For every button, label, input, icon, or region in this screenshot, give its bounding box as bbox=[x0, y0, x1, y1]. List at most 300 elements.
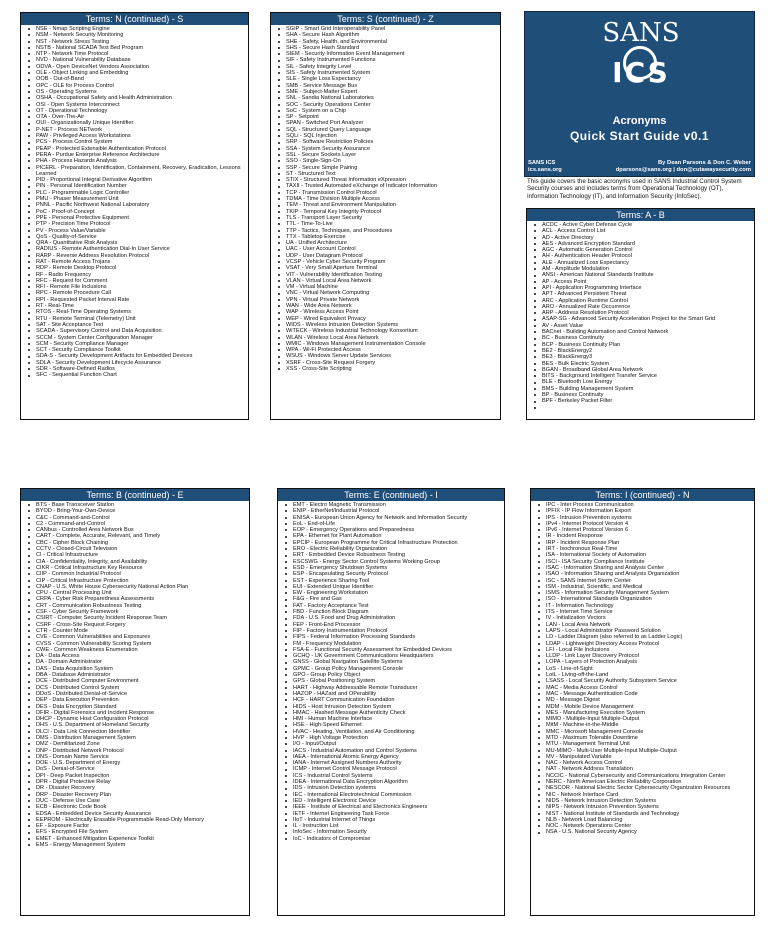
term-list bbox=[278, 501, 504, 842]
term-item: GPMC - Group Policy Management Console bbox=[284, 666, 502, 672]
term-item: PID - Proportional Integral Derivative Algorithm bbox=[27, 177, 246, 183]
term-item: SHE - Safety, Health, and Environmental bbox=[277, 39, 498, 45]
term-item: CTR - Counter Mode bbox=[27, 628, 247, 634]
term-item: CBC - Cipher Block Chaining bbox=[27, 540, 247, 546]
term-item: DHS - U.S. Department of Homeland Security bbox=[27, 722, 247, 728]
term-item: IANA - Internet Assigned Numbers Authority bbox=[284, 760, 502, 766]
term-item: ITS - Internet Time Service bbox=[537, 609, 752, 615]
term-item: AD - Active Directory bbox=[533, 235, 752, 241]
panel-title: Terms: A - B bbox=[527, 209, 754, 221]
term-item: DEP - Data Execution Prevention bbox=[27, 697, 247, 703]
term-item: RPI - Requested Packet Interval Rate bbox=[27, 297, 246, 303]
term-list bbox=[531, 501, 754, 836]
term-item: MTU - Management Terminal Unit bbox=[537, 741, 752, 747]
term-item: BPF - Berkeley Packet Filter bbox=[533, 398, 752, 404]
term-item: DFIR - Digital Forensics and Incident Response bbox=[27, 710, 247, 716]
term-item: ANSI - American National Standards Institute bbox=[533, 272, 752, 278]
term-item: ARC - Application Runtime Control bbox=[533, 298, 752, 304]
term-item: TEM - Threat and Environment Manipulation bbox=[277, 202, 498, 208]
term-item: CIIP - Common Industrial Protocol bbox=[27, 571, 247, 577]
term-item: SDA-S - Security Development Artifacts for Embedded Devices bbox=[27, 353, 246, 359]
panel-title: Terms: B (continued) - E bbox=[21, 489, 249, 501]
term-item: EMS - Energy Management System bbox=[27, 842, 247, 848]
term-list bbox=[271, 25, 500, 372]
term-item: BP - Business Continuity bbox=[533, 392, 752, 398]
term-item: UAC - User Account Control bbox=[277, 246, 498, 252]
term-item: SPAN - Switched Port Analyzer bbox=[277, 120, 498, 126]
term-item: ISO - International Standards Organization bbox=[537, 596, 752, 602]
term-item: DPI - Deep Packet Inspection bbox=[27, 773, 247, 779]
term-item: IPFIX - IP Flow Information Export bbox=[537, 508, 752, 514]
term-item: ARO - Annualized Rate Occurrence bbox=[533, 304, 752, 310]
term-item: TAXII - Trusted Automated eXchange of Indicator Information bbox=[277, 183, 498, 189]
term-item: BE3 - BlackEnergy3 bbox=[533, 354, 752, 360]
term-item: ESCSWG - Energy Sector Control Systems Working Group bbox=[284, 559, 502, 565]
term-item: ESP - Encapsulating Security Protocol bbox=[284, 571, 502, 577]
term-item: HVP - High Voltage Protection bbox=[284, 735, 502, 741]
term-item: HCF - HART Communication Foundation bbox=[284, 697, 502, 703]
term-item: PICERL - Preparation, Identification, Containment, Recovery, Eradication, Lessons Learned bbox=[27, 165, 246, 178]
term-item: ISAC - Information Sharing and Analysis Center bbox=[537, 565, 752, 571]
term-item: CWE - Common Weakness Enumeration bbox=[27, 647, 247, 653]
term-item: PMU - Phaser Measurement Unit bbox=[27, 196, 246, 202]
term-item: EDSA - Embedded Device Security Assurance bbox=[27, 811, 247, 817]
term-item: DoS - Denial-of-Service bbox=[27, 766, 247, 772]
panel-title: Terms: S (continued) - Z bbox=[271, 13, 500, 25]
term-item: FSA-E - Functional Security Assessment for Embedded Devices bbox=[284, 647, 502, 653]
term-item: NCCIC - National Cybersecurity and Communications Integration Center bbox=[537, 773, 752, 779]
term-item: SDLA - Security Development Lifecycle Assurance bbox=[27, 360, 246, 366]
term-item: MAC - Message Authentication Code bbox=[537, 691, 752, 697]
term-item: WSUS - Windows Server Update Services bbox=[277, 353, 498, 359]
term-item: PERA - Purdue Enterprise Reference Architecture bbox=[27, 152, 246, 158]
term-item: DHCP - Dynamic Host Configuration Protocol bbox=[27, 716, 247, 722]
term-item: EUI - Extended Unique Identifier bbox=[284, 584, 502, 590]
term-item: WLAN - Wireless Local Area Network bbox=[277, 335, 498, 341]
term-item: MIMO - Multiple-Input Multiple-Output bbox=[537, 716, 752, 722]
term-item: BYOD - Bring-Your-Own-Device bbox=[27, 508, 247, 514]
term-item: VCSP - Vehicle Cyber Security Program bbox=[277, 259, 498, 265]
term-item: CANbus - Controlled Area Network Bus bbox=[27, 527, 247, 533]
term-item: VSAT - Very Small Aperture Terminal bbox=[277, 265, 498, 271]
footer-right bbox=[616, 160, 751, 174]
term-item: AGC - Automatic Generation Control bbox=[533, 247, 752, 253]
term-item: CSIRT - Computer Security Incident Response Team bbox=[27, 615, 247, 621]
term-item: BGAN - Broadband Global Area Network bbox=[533, 367, 752, 373]
term-item: GPS - Global Positioning System bbox=[284, 678, 502, 684]
intro-text: This guide covers the basic acronyms used in SANS Industrial Control System Security courses and includes terms from Operational Technology (OT), Information Technology (IT), and Information Security (InfoSec). bbox=[527, 178, 742, 200]
term-item: XSS - Cross-Site Scripting bbox=[277, 366, 498, 372]
term-item: VNC - Virtual Network Computing bbox=[277, 290, 498, 296]
term-item: ALE - Annualized Loss Expectancy bbox=[533, 260, 752, 266]
term-item: RARP - Reverse Address Resolution Protocol bbox=[27, 253, 246, 259]
term-item: CVE - Common Vulnerabilities and Exposures bbox=[27, 634, 247, 640]
term-item: AM - Amplitude Modulation bbox=[533, 266, 752, 272]
term-item: MitM - Machine-in-the-Middle bbox=[537, 722, 752, 728]
term-item: HVAC - Heating, Ventilation, and Air Conditioning bbox=[284, 729, 502, 735]
term-item: DAS - Data Acquisition System bbox=[27, 666, 247, 672]
term-item: OT - Operational Technology bbox=[27, 108, 246, 114]
term-item: LAN - Local Area Network bbox=[537, 622, 752, 628]
term-item: ISC - SANS Internet Storm Center bbox=[537, 578, 752, 584]
term-item: PoC - Proof-of-Concept bbox=[27, 209, 246, 215]
term-item: SSA - System Security Assurance bbox=[277, 146, 498, 152]
footer-emails: dparsons@sans.org | don@cutawaysecurity.com bbox=[615, 167, 751, 173]
term-item: IR - Incident Response bbox=[537, 533, 752, 539]
term-item: BLE - Bluetooth Low Energy bbox=[533, 379, 752, 385]
term-item: VM - Virtual Machine bbox=[277, 284, 498, 290]
term-item: NOC - Network Operations Center bbox=[537, 823, 752, 829]
term-item: RT - Real-Time bbox=[27, 303, 246, 309]
term-item: ECB - Electronic Code Book bbox=[27, 804, 247, 810]
term-item: GNSS - Global Navigation Satellite Systems bbox=[284, 659, 502, 665]
term-item: SOC - Security Operations Center bbox=[277, 102, 498, 108]
term-item: IoC - Indicators of Compromise bbox=[284, 836, 502, 842]
term-item: LOPA - Layers of Protection Analysis bbox=[537, 659, 752, 665]
term-item: HART - Highway Addressable Remote Transducer bbox=[284, 685, 502, 691]
term-item: PHA - Process Hazards Analysis bbox=[27, 158, 246, 164]
term-item: RAT - Remote Access Trojans bbox=[27, 259, 246, 265]
term-item: NSA - U.S. National Security Agency bbox=[537, 829, 752, 835]
logo-sans-text: SANS bbox=[602, 18, 680, 48]
term-item: NSE - Nmap Scripting Engine bbox=[27, 26, 246, 32]
term-list bbox=[21, 501, 249, 848]
term-item: NLB - Network Load Balancing bbox=[537, 817, 752, 823]
term-item: TTL - Time-To-Live bbox=[277, 221, 498, 227]
term-item: DNS - Domain Name Service bbox=[27, 754, 247, 760]
term-item: FDA - U.S. Food and Drug Administration bbox=[284, 615, 502, 621]
guide-title: Acronyms bbox=[612, 115, 667, 127]
term-item: SLE - Single Loss Expectancy bbox=[277, 76, 498, 82]
term-item: VLAN - Virtual Local Area Network bbox=[277, 278, 498, 284]
term-item: AP - Access Point bbox=[533, 279, 752, 285]
term-item: NESCOR - National Electric Sector Cybersecurity Organization Resources bbox=[537, 785, 752, 791]
term-item: HMAC - Hashed Message Authenticity Check bbox=[284, 710, 502, 716]
term-item: P-NET - Process NETwork bbox=[27, 127, 246, 133]
term-item: SSP - Secure Simple Pairing bbox=[277, 165, 498, 171]
term-item: IPv6 - Internet Protocol Version 6 bbox=[537, 527, 752, 533]
term-item: RADIUS - Remote Authentication Dial-In User Service bbox=[27, 246, 246, 252]
term-item: IT - Information Technology bbox=[537, 603, 752, 609]
term-item: FEP - Front-End Processor bbox=[284, 622, 502, 628]
term-item: SIF - Safety Instrumented Functions bbox=[277, 57, 498, 63]
term-item: CSRF - Cross-Site Request Forgery bbox=[27, 622, 247, 628]
term-item: SSL - Secure Sockets Layer bbox=[277, 152, 498, 158]
term-item: STIX - Structured Threat Information eXpression bbox=[277, 177, 498, 183]
term-item: DUC - Defense Use Case bbox=[27, 798, 247, 804]
term-item: OSHA - Occupational Safety and Health Administration bbox=[27, 95, 246, 101]
term-list bbox=[21, 25, 248, 379]
term-item: DES - Data Encryption Standard bbox=[27, 704, 247, 710]
term-item: MD - Message Digest bbox=[537, 697, 752, 703]
term-item: MMC - Microsoft Management Console bbox=[537, 729, 752, 735]
term-item: CRT - Communication Robustness Testing bbox=[27, 603, 247, 609]
logo-ics-text: ICS bbox=[612, 56, 670, 89]
term-item: APT - Advanced Persistent Threat bbox=[533, 291, 752, 297]
term-item: SGIP - Smart Grid Interoperability Panel bbox=[277, 26, 498, 32]
term-item: LoS - Line-of-Sight bbox=[537, 666, 752, 672]
guide-subtitle: Quick Start Guide v0.1 bbox=[569, 129, 710, 143]
term-item: InfoSec - Information Security bbox=[284, 829, 502, 835]
term-item: RFI - Remote File Inclusions bbox=[27, 284, 246, 290]
term-item: NIST - National Institute of Standards and Technology bbox=[537, 811, 752, 817]
term-item: EPA - Ethernet for Plant Automation bbox=[284, 533, 502, 539]
term-item: SCM - Security Compliance Manager bbox=[27, 341, 246, 347]
term-item: FAT - Factory Acceptance Test bbox=[284, 603, 502, 609]
term-item: BCP - Business Continuity Plan bbox=[533, 342, 752, 348]
term-item: DOE - U.S. Department of Energy bbox=[27, 760, 247, 766]
term-item: DRP - Disaster Recovery Plan bbox=[27, 792, 247, 798]
panel-title: Terms: N (continued) - S bbox=[21, 13, 248, 25]
term-item: EST - Experience Sharing Tool bbox=[284, 578, 502, 584]
term-item: PNNL - Pacific Northwest National Laboratory bbox=[27, 202, 246, 208]
term-item: HMI - Human Machine Interface bbox=[284, 716, 502, 722]
term-item: NTP - Network Time Protocol bbox=[27, 51, 246, 57]
term-item: QoS - Quality-of-Service bbox=[27, 234, 246, 240]
term-item: BITS - Background Intelligent Transfer Service bbox=[533, 373, 752, 379]
term-item: SRP - Software Restriction Policies bbox=[277, 139, 498, 145]
term-item: WIDS - Wireless Intrusion Detection Systems bbox=[277, 322, 498, 328]
term-item: EoL - End-of-Life bbox=[284, 521, 502, 527]
term-item: EW - Engineering Workstation bbox=[284, 590, 502, 596]
term-item: PCS - Process Control System bbox=[27, 139, 246, 145]
term-item: BMS - Building Management System bbox=[533, 386, 752, 392]
term-item: DMZ - Demilitarized Zone bbox=[27, 741, 247, 747]
term-item: EEPROM - Electrically Erasable Programmable Read-Only Memory bbox=[27, 817, 247, 823]
term-item: SIL - Safety Integrity Level bbox=[277, 64, 498, 70]
term-item: AH - Authentication Header Protocol bbox=[533, 253, 752, 259]
term-item: ISM - Industrial, Scientific, and Medical bbox=[537, 584, 752, 590]
term-item: BES - Bulk Electric System bbox=[533, 361, 752, 367]
term-item: API - Application Programming Interface bbox=[533, 285, 752, 291]
term-item: MDM - Mobile Device Management bbox=[537, 704, 752, 710]
term-item: F&G - Fire and Gas bbox=[284, 596, 502, 602]
term-item: IDS - Intrusion Detection systems bbox=[284, 785, 502, 791]
term-item: IDEA - International Data Encryption Algorithm bbox=[284, 779, 502, 785]
term-item: CVSS - Common Vulnerability Scoring System bbox=[27, 641, 247, 647]
term-item: SFC - Sequential Function Chart bbox=[27, 372, 246, 378]
term-item: OOB - Out-of-Band bbox=[27, 76, 246, 82]
term-item: ISCI - ISA Security Compliance Institute bbox=[537, 559, 752, 565]
term-item: WAN - Wide Area Network bbox=[277, 303, 498, 309]
term-item: PIN - Personal Identification Number bbox=[27, 183, 246, 189]
term-item: IIoT - Industrial Internet of Things bbox=[284, 817, 502, 823]
term-item: DA - Data Access bbox=[27, 653, 247, 659]
panel-terms-n-s bbox=[20, 12, 249, 420]
term-item: HIDS - Host Intrusion Detection System bbox=[284, 704, 502, 710]
term-item: HAZOP - HAZard and OPerability bbox=[284, 691, 502, 697]
term-item: FBD - Function Block Diagram bbox=[284, 609, 502, 615]
term-item: NERC - North American Electric Reliability Corporation bbox=[537, 779, 752, 785]
term-item: PPE - Personal Protective Equipment bbox=[27, 215, 246, 221]
panel-title: Terms: I (continued) - N bbox=[531, 489, 754, 501]
term-item: CNAP - U.S. White House Cybersecurity National Action Plan bbox=[27, 584, 247, 590]
term-item: RFC - Request for Comment bbox=[27, 278, 246, 284]
term-item: PEAP - Protected Extensible Authentication Protocol bbox=[27, 146, 246, 152]
term-item: IAEA - International Atomic Energy Agency bbox=[284, 754, 502, 760]
term-item: SCADA - Supervisory Control and Data Acquisition bbox=[27, 328, 246, 334]
term-item: ESD - Emergency Shutdown Systems bbox=[284, 565, 502, 571]
term-item: PAW - Privileged Access Workstations bbox=[27, 133, 246, 139]
term-item: BE2 - BlackEnergy2 bbox=[533, 348, 752, 354]
term-item: C2 - Command-and-Control bbox=[27, 521, 247, 527]
panel-terms-a-b bbox=[526, 208, 755, 420]
term-item: IEEE - Institute of Electrical and Electronics Engineers bbox=[284, 804, 502, 810]
term-item: RDP - Remote Desktop Protocol bbox=[27, 265, 246, 271]
term-item: CPU - Central Processing Unit bbox=[27, 590, 247, 596]
term-item: OS - Operating Systems bbox=[27, 89, 246, 95]
term-item: SNL - Sandia National Laboratories bbox=[277, 95, 498, 101]
term-item: SME - Subject-Matter Expert bbox=[277, 89, 498, 95]
term-item: SoC - System on a Chip bbox=[277, 108, 498, 114]
term-item: IL - Instruction List bbox=[284, 823, 502, 829]
term-item: SQLi - SQL Injection bbox=[277, 133, 498, 139]
term-item: LFI - Local File Inclusions bbox=[537, 647, 752, 653]
panel-terms-b-e bbox=[20, 488, 250, 916]
term-item: FIPS - Federal Information Processing Standards bbox=[284, 634, 502, 640]
term-item: DMS - Distribution Management System bbox=[27, 735, 247, 741]
term-item: EMET - Enhanced Mitigation Experience Toolkit bbox=[27, 836, 247, 842]
term-item: TLS - Transport Layer Security bbox=[277, 215, 498, 221]
term-item: UDP - User Datagram Protocol bbox=[277, 253, 498, 259]
term-item: DCS - Distributed Control System bbox=[27, 685, 247, 691]
term-item: IPv4 - Internet Protocol Version 4 bbox=[537, 521, 752, 527]
term-item: MAC - Media Access Control bbox=[537, 685, 752, 691]
panel-terms-e-i bbox=[277, 488, 505, 916]
footer-authors: By Dean Parsons & Don C. Weber bbox=[658, 160, 751, 166]
term-item: CIKR - Critical Infrastructure Key Resource bbox=[27, 565, 247, 571]
term-item: UA - Unified Architecture bbox=[277, 240, 498, 246]
term-item: IRP - Incident Response Plan bbox=[537, 540, 752, 546]
term-item: NIC - Network Interface Card bbox=[537, 792, 752, 798]
term-item: SAT - Site Acceptance Text bbox=[27, 322, 246, 328]
term-item: NAT - Network Address Translation bbox=[537, 766, 752, 772]
term-item: MU-MIMO - Multi-User Multiple-Input Multiple-Output bbox=[537, 748, 752, 754]
term-item: EOP - Emergency Operations and Preparedness bbox=[284, 527, 502, 533]
term-item: SHA - Secure Hash Algorithm bbox=[277, 32, 498, 38]
term-item: WMIC - Windows Management Instrumentation Console bbox=[277, 341, 498, 347]
term-item: NIDS - Network Intrusion Detection Systems bbox=[537, 798, 752, 804]
term-item: ACL - Access Control List bbox=[533, 228, 752, 234]
term-item: WiTECK - Wireless Industrial Technology Konsortium bbox=[277, 328, 498, 334]
term-item: RTOS - Real-Time Operating Systems bbox=[27, 309, 246, 315]
panel-terms-s-z bbox=[270, 12, 501, 420]
term-item: DR - Disaster Recovery bbox=[27, 785, 247, 791]
term-item: ISMS - Information Security Management System bbox=[537, 590, 752, 596]
term-item: SCT - Security Compliance Toolkit bbox=[27, 347, 246, 353]
term-item: WEP - Wired Equivalent Privacy bbox=[277, 316, 498, 322]
footer-left bbox=[528, 160, 562, 174]
term-item: AV - Asset Value bbox=[533, 323, 752, 329]
term-item: ASAP-SG - Advanced Security Acceleration Project for the Smart Grid bbox=[533, 316, 752, 322]
term-item: LD - Ladder Diagram (also referred to as Ladder Logic) bbox=[537, 634, 752, 640]
term-item: ENIP - EtherNet/Industrial Protocol bbox=[284, 508, 502, 514]
footer-site-link[interactable]: ics.sans.org bbox=[528, 167, 562, 173]
term-item: CCTV - Closed-Circuit Television bbox=[27, 546, 247, 552]
term-item: ACDC - Active Cyber Defense Cycle bbox=[533, 222, 752, 228]
term-item: EMT - Electro Magnetic Transmission bbox=[284, 502, 502, 508]
term-item: EFS - Encrypted File System bbox=[27, 829, 247, 835]
term-item: TCP - Transmission Control Protocol bbox=[277, 190, 498, 196]
term-item: ICS - Industrial Control Systems bbox=[284, 773, 502, 779]
term-item: HSE - High-Speed Ethernet bbox=[284, 722, 502, 728]
term-item: SIS - Safety Instrumented System bbox=[277, 70, 498, 76]
term-item: LDAP - Lightweight Directory Access Protocol bbox=[537, 641, 752, 647]
term-item: IRT - Isochronous Real-Time bbox=[537, 546, 752, 552]
term-item: ERO - Electric Reliability Organization bbox=[284, 546, 502, 552]
term-item: BACnet - Building Automation and Control Network bbox=[533, 329, 752, 335]
term-item: BTS - Base Transceiver Station bbox=[27, 502, 247, 508]
term-item: BC - Business Continuity bbox=[533, 335, 752, 341]
term-item: CRPA - Cyber Risk Preparedness Assessments bbox=[27, 596, 247, 602]
term-item: PV - Process Value/Variable bbox=[27, 228, 246, 234]
term-item: ST - Structured Text bbox=[277, 171, 498, 177]
term-item: SHS - Secure Hash Standard bbox=[277, 45, 498, 51]
term-item: NSM - Network Security Monitoring bbox=[27, 32, 246, 38]
panel-terms-i-n bbox=[530, 488, 755, 916]
term-item: SQL - Structured Query Language bbox=[277, 127, 498, 133]
term-item: AES - Advanced Encryption Standard bbox=[533, 241, 752, 247]
term-item: FIP - Factory Instrumentation Protocol bbox=[284, 628, 502, 634]
term-item: GCHQ - UK Government Communications Headquarters bbox=[284, 653, 502, 659]
term-item: LotL - Living-off-the-Land bbox=[537, 672, 752, 678]
title-card bbox=[524, 11, 755, 177]
term-item: ODVA - Open DeviceNet Vendors Association bbox=[27, 64, 246, 70]
term-item: VPN - Virtual Private Network bbox=[277, 297, 498, 303]
term-item: LLDP - Link Layer Discovery Protocol bbox=[537, 653, 752, 659]
term-item: MTD - Maximum Tolerable Downtime bbox=[537, 735, 752, 741]
term-item: NVD - National Vulnerability Database bbox=[27, 57, 246, 63]
term-item: CIA - Confidentiality, Integrity, and Availability bbox=[27, 559, 247, 565]
term-item: EF - Exposure Factor bbox=[27, 823, 247, 829]
term-item: DDoS - Distributed Denial-of-Service bbox=[27, 691, 247, 697]
term-item: C&C - Command-and-Control bbox=[27, 515, 247, 521]
term-item: IV - Initialization Vectors bbox=[537, 615, 752, 621]
term-item: MV - Manipulated Variable bbox=[537, 754, 752, 760]
term-item: QRA - Quantitative Risk Analysis bbox=[27, 240, 246, 246]
term-item: TTP - Tactics, Techniques, and Procedures bbox=[277, 228, 498, 234]
term-item: MES - Manufacturing Execution System bbox=[537, 710, 752, 716]
term-item: IED - Intelligent Electronic Device bbox=[284, 798, 502, 804]
term-item: ISAO - Information Sharing and Analysis Organization bbox=[537, 571, 752, 577]
term-item: WPA - Wi-Fi Protected Access bbox=[277, 347, 498, 353]
term-item: VIT - Vulnerability Identification Testing bbox=[277, 272, 498, 278]
term-item: LSASS - Local Security Authority Subsystem Service bbox=[537, 678, 752, 684]
term-list bbox=[527, 221, 754, 405]
term-item: EPCIP - European Programme for Critical Infrastructure Protection bbox=[284, 540, 502, 546]
term-item: I/O - Input/Output bbox=[284, 741, 502, 747]
sans-ics-logo bbox=[601, 18, 681, 108]
term-item: SP - Setpoint bbox=[277, 114, 498, 120]
term-item: OUI - Organizationally Unique Identifier bbox=[27, 120, 246, 126]
term-item: TDMA - Time Division Multiple Access bbox=[277, 196, 498, 202]
term-item: TTX - Tabletop Exercise bbox=[277, 234, 498, 240]
term-item: ISA - International Society of Automation bbox=[537, 552, 752, 558]
term-item: DLCI - Data Link Connection Identifier bbox=[27, 729, 247, 735]
term-item: CSF - Cyber Security Framework bbox=[27, 609, 247, 615]
term-item: SMB - Service Message Bus bbox=[277, 83, 498, 89]
term-item: SIEM - Security Information Event Management bbox=[277, 51, 498, 57]
term-item: SDR - Software-Defined Radios bbox=[27, 366, 246, 372]
term-item: ICMP - Internet Control Message Protocol bbox=[284, 766, 502, 772]
term-item: DPR - Digital Protective Relay bbox=[27, 779, 247, 785]
term-item: IPC - Inter Process Communication bbox=[537, 502, 752, 508]
term-item: SCCM - System Center Configuration Manager bbox=[27, 335, 246, 341]
term-item: LAPS - Local Administrator Password Solution bbox=[537, 628, 752, 634]
term-item: IACS - Industrial Automation and Control Systems bbox=[284, 748, 502, 754]
term-item: PLC - Programmable Logic Controller bbox=[27, 190, 246, 196]
term-item: NSTB - National SCADA Test Bed Program bbox=[27, 45, 246, 51]
